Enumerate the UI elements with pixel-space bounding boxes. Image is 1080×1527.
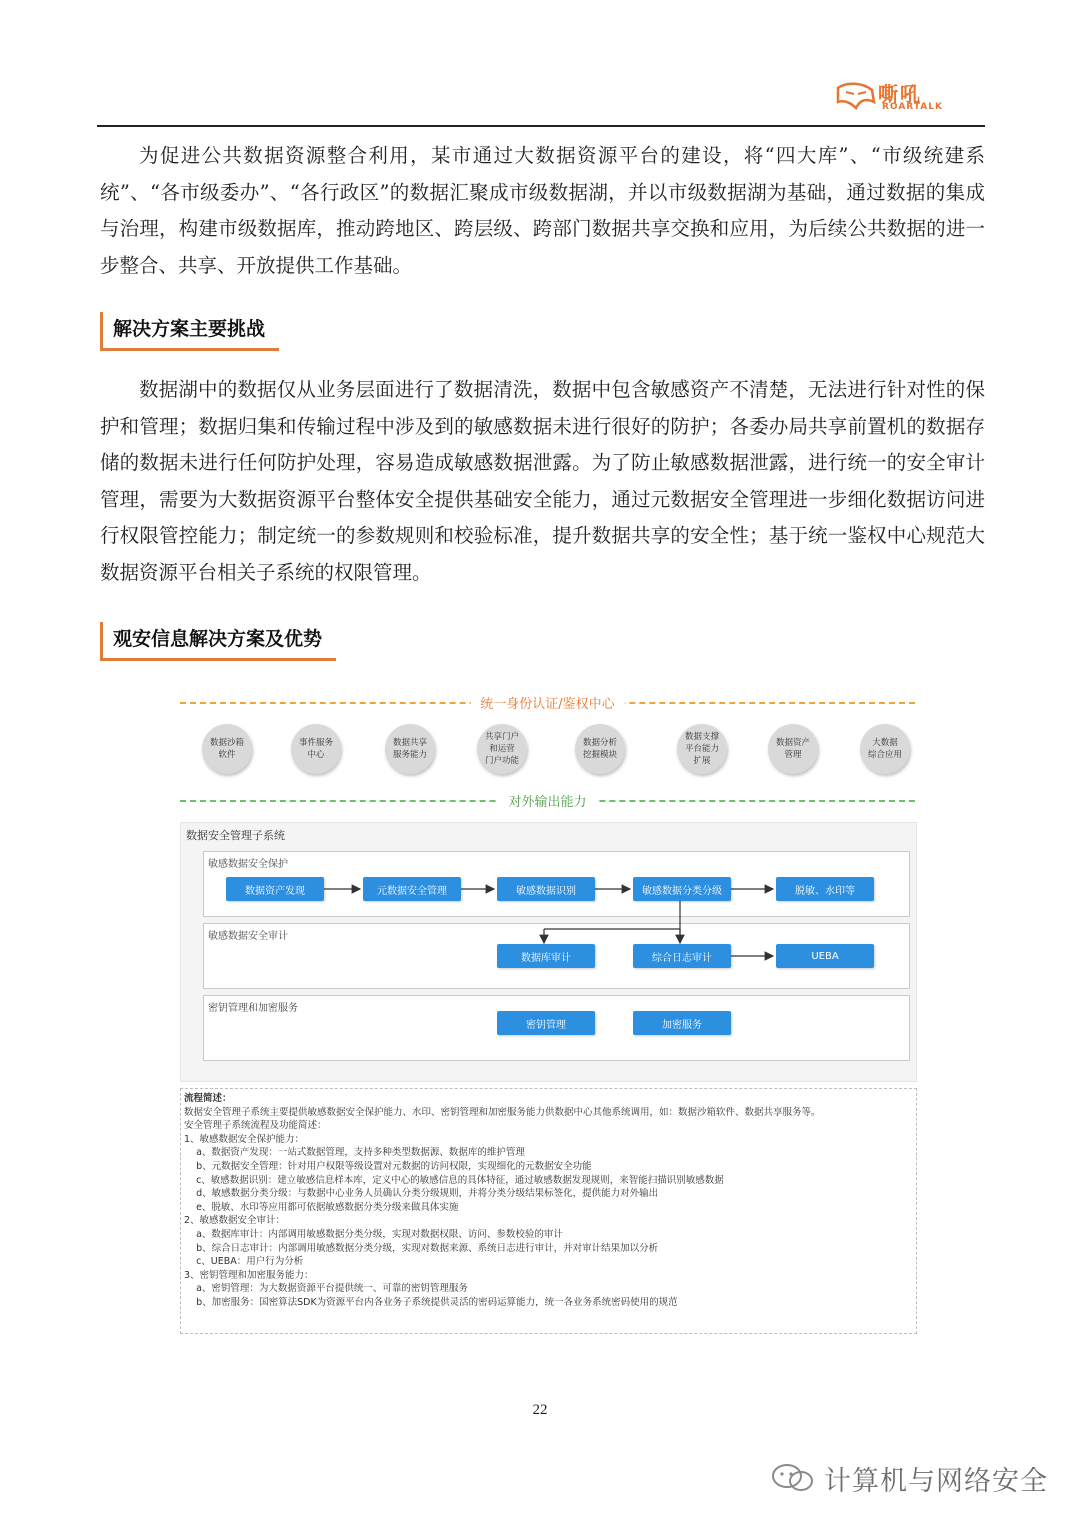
subsystem-title: 数据安全管理子系统 — [186, 829, 285, 842]
step-log-audit: 综合日志审计 — [633, 944, 731, 968]
notes-line: b、加密服务：国密算法SDK为资源平台内各业务子系统提供灵活的密码运算能力，统一各业务系统密码使用的规范 — [184, 1296, 678, 1308]
watermark-text: 计算机与网络安全 — [824, 1465, 1048, 1497]
output-capability-label: 对外输出能力 — [498, 791, 596, 810]
process-notes — [180, 1088, 917, 1334]
page-number: 22 — [532, 1402, 548, 1418]
group-title: 密钥管理和加密服务 — [208, 1003, 298, 1014]
notes-line: e、脱敏、水印等应用都可依据敏感数据分类分级来做具体实施 — [184, 1201, 459, 1213]
notes-line: 数据安全管理子系统主要提供敏感数据安全保护能力、水印、密钥管理和加密服务能力供数据中心其他系统调用，如：数据沙箱软件、数据共享服务等。 — [184, 1106, 821, 1118]
output-capability-divider — [180, 795, 915, 810]
auth-center-label: 统一身份认证/鉴权中心 — [470, 693, 624, 712]
step-encryption-service: 加密服务 — [633, 1011, 731, 1035]
step-metadata-security: 元数据安全管理 — [363, 877, 461, 901]
capability-circle: 事件服务 中心 — [291, 724, 341, 774]
notes-line: c、敏感数据识别：建立敏感信息样本库，定义中心的敏感信息的具体特征，通过敏感数据发现规则，来智能扫描识别敏感数据 — [184, 1174, 724, 1186]
header-divider — [97, 125, 985, 127]
notes-line: 1、敏感数据安全保护能力： — [184, 1133, 305, 1145]
step-asset-discovery: 数据资产发现 — [226, 877, 324, 901]
step-sensitive-identify: 敏感数据识别 — [497, 877, 595, 901]
logo-chinese-text: 嘶吼 — [878, 82, 922, 106]
notes-line: a、数据库审计：内部调用敏感数据分类分级，实现对数据权限、访问、参数校验的审计 — [184, 1228, 563, 1240]
group-title: 敏感数据安全保护 — [208, 859, 288, 870]
notes-line: 2、敏感数据安全审计： — [184, 1215, 286, 1227]
notes-title: 流程简述： — [184, 1093, 232, 1104]
notes-line: c、UEBA：用户行为分析 — [184, 1256, 304, 1268]
notes-line: a、密钥管理：为大数据资源平台提供统一、可靠的密钥管理服务 — [184, 1283, 468, 1295]
wechat-icon — [770, 1462, 816, 1494]
notes-line: d、敏感数据分类分级：与数据中心业务人员确认分类分级规则，并将分类分级结果标签化，提供能力对外输出 — [184, 1188, 659, 1200]
step-classification: 敏感数据分类分级 — [633, 877, 731, 901]
step-key-management: 密钥管理 — [497, 1011, 595, 1035]
tiger-head-icon — [836, 80, 876, 112]
section-heading-solution: 观安信息解决方案及优势 — [100, 622, 336, 661]
group-title: 敏感数据安全审计 — [208, 931, 288, 942]
step-database-audit: 数据库审计 — [497, 944, 595, 968]
notes-line: 3、密钥管理和加密服务能力： — [184, 1269, 314, 1281]
capability-circle: 数据共享 服务能力 — [385, 724, 435, 774]
notes-line: a、数据资产发现：一站式数据管理，支持多种类型数据源、数据库的维护管理 — [184, 1147, 525, 1159]
data-security-subsystem — [180, 822, 917, 1082]
notes-line: b、综合日志审计：内部调用敏感数据分类分级，实现对数据来源、系统日志进行审计，并对审计结果加以分析 — [184, 1242, 659, 1254]
capability-circle: 数据分析 挖掘模块 — [575, 724, 625, 774]
capability-circle: 大数据 综合应用 — [860, 724, 910, 774]
notes-line: 安全管理子系统流程及功能简述： — [184, 1120, 327, 1132]
architecture-diagram — [175, 690, 920, 1340]
auth-center-divider — [180, 697, 915, 712]
wechat-watermark — [770, 1458, 1048, 1498]
logo-english-text: ROARTALK — [882, 102, 943, 112]
intro-paragraph: 为促进公共数据资源整合利用，某市通过大数据资源平台的建设，将“四大库”、“市级统建系统”、“各市级委办”、“各行政区”的数据汇聚成市级数据湖，并以市级数据湖为基础，通过数据的集成与治理，构建市级数据库，推动跨地区、跨层级、跨部门数据共享交换和应用，为后续公共数据的进一步整合、共享、开放提供工作基础。 — [100, 144, 985, 277]
roartalk-logo — [836, 80, 946, 116]
section-heading-challenges: 解决方案主要挑战 — [100, 312, 279, 351]
capability-circle: 数据沙箱 软件 — [202, 724, 252, 774]
capability-circle: 共享门户 和运营 门户功能 — [477, 724, 527, 774]
capability-circle: 数据资产 管理 — [768, 724, 818, 774]
challenges-paragraph: 数据湖中的数据仅从业务层面进行了数据清洗，数据中包含敏感资产不清楚，无法进行针对性的保护和管理；数据归集和传输过程中涉及到的敏感数据未进行很好的防护；各委办局共享前置机的数据存储的数据未进行任何防护处理，容易造成敏感数据泄露。为了防止敏感数据泄露，进行统一的安全审计管理，需要为大数据资源平台整体安全提供基础安全能力，通过元数据安全管理进一步细化数据访问进行权限管控能力；制定统一的参数规则和校验标准，提升数据共享的安全性；基于统一鉴权中心规范大数据资源平台相关子系统的权限管理。 — [100, 378, 985, 584]
step-ueba: UEBA — [776, 944, 874, 968]
step-masking-watermark: 脱敏、水印等 — [776, 877, 874, 901]
notes-line: b、元数据安全管理：针对用户权限等级设置对元数据的访问权限，实现细化的元数据安全功能 — [184, 1160, 592, 1172]
capability-circle: 数据支撑 平台能力 扩展 — [677, 724, 727, 774]
